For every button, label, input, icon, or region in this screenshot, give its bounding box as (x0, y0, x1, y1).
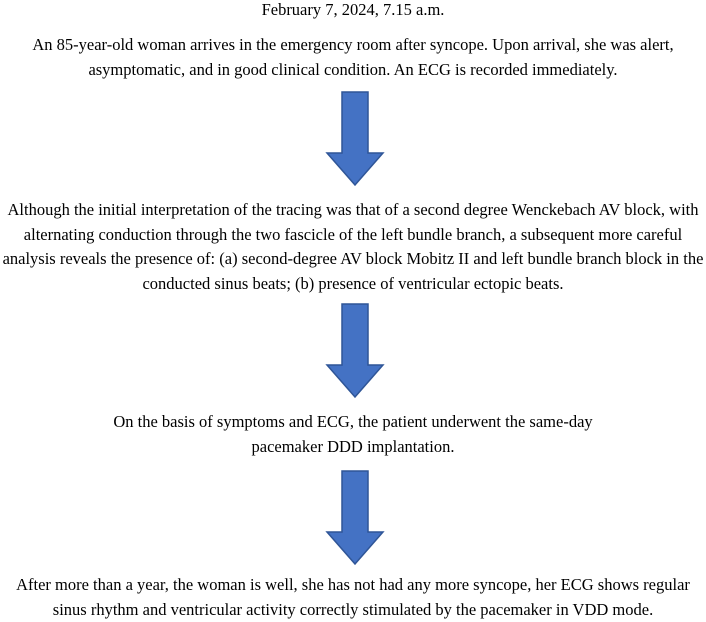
step-ecg-analysis-text: Although the initial interpretation of the tracing was that of a second degree Wenckebach AV block, with alternating conduction through the two fascicle of the left bundle branch, a subsequent more careful analysis reveals the presence of: (a) second-degree AV block Mobitz II and left bundle branch block in the conducted sinus beats; (b) presence of ventricular ectopic beats. (2, 200, 704, 293)
date-time-header: February 7, 2024, 7.15 a.m. (261, 0, 445, 19)
down-arrow-1 (325, 91, 385, 187)
down-arrow-2 (325, 303, 385, 399)
step-pacemaker-text: On the basis of symptoms and ECG, the patient underwent the same-day pacemaker DDD implantation. (113, 412, 593, 456)
step-outcome-text: After more than a year, the woman is well, she has not had any more syncope, her ECG shows regular sinus rhythm and ventricular activity correctly stimulated by the pacemaker in VDD mode. (16, 575, 690, 619)
step-arrival-text: An 85-year-old woman arrives in the emergency room after syncope. Upon arrival, she was alert, asymptomatic, and in good clinical condition. An ECG is recorded immediately. (32, 35, 674, 79)
down-arrow-3 (325, 470, 385, 566)
